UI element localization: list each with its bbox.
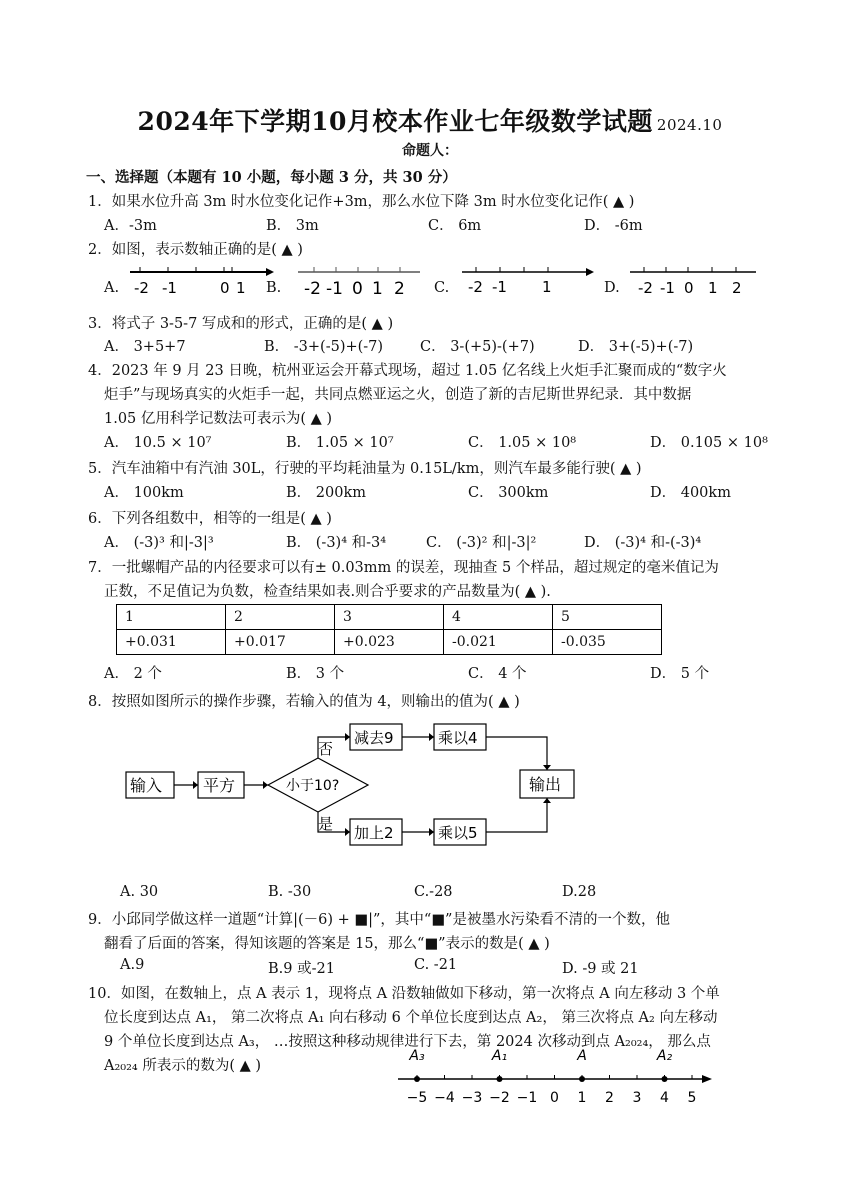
q10-line3: 9 个单位长度到达点 A₃， …按照这种移动规律进行下去，第 2024 次移动到点 A₂₀₂₄， 那么点 [104, 1034, 711, 1050]
table-row [117, 605, 662, 630]
number-line-tick-label: −2 [489, 1090, 510, 1106]
q3-option-d[interactable]: D． 3+(-5)+(-7) [578, 339, 694, 355]
flow-input-label: 输入 [130, 776, 163, 795]
flow-no-label: 否 [318, 740, 334, 758]
q3-option-a[interactable]: A． 3+5+7 [104, 339, 186, 355]
q4-line1: 4．2023 年 9 月 23 日晚，杭州亚运会开幕式现场，超过 1.05 亿名线上火炬手汇聚而成的“数字火 [88, 363, 727, 379]
q3-option-c[interactable]: C． 3-(+5)-(+7) [420, 339, 535, 355]
q2-axis-d-tick-label: 2 [732, 279, 742, 297]
number-line-tick-label: −3 [461, 1090, 483, 1106]
number-line-tick-label: 5 [687, 1090, 697, 1106]
q9-option-a[interactable]: A.9 [120, 957, 145, 973]
q7-line2: 正数，不足值记为负数，检查结果如表.则合乎要求的产品数量为( ▲ ). [104, 584, 551, 600]
number-line-tick-label: 1 [577, 1090, 587, 1106]
table-cell: 2 [226, 605, 335, 630]
table-cell: +0.031 [117, 630, 226, 655]
number-line-point [579, 1076, 585, 1082]
q8-option-c[interactable]: C.-28 [414, 884, 453, 900]
q2-axis-c [460, 262, 600, 302]
number-line-point [497, 1076, 503, 1082]
q7-option-b[interactable]: B． 3 个 [286, 666, 345, 682]
q2-axis-a-tick-label: -2 [134, 279, 149, 297]
q5-text: 5．汽车油箱中有汽油 30L，行驶的平均耗油量为 0.15L/km，则汽车最多能行驶( ▲ ) [88, 461, 642, 477]
q6-option-d[interactable]: D． (-3)⁴ 和-(-3)⁴ [584, 535, 702, 551]
page-title [0, 102, 860, 138]
q10-number-line [390, 1046, 720, 1108]
flow-multiply5-label: 乘以5 [438, 824, 478, 842]
number-line-point-label: A [577, 1048, 587, 1064]
q8-flowchart [110, 712, 600, 862]
flow-condition-label: 小于10? [286, 778, 340, 794]
q2-axis-b-tick-label: 1 [372, 279, 383, 299]
q5-option-c[interactable]: C． 300km [468, 485, 549, 501]
number-line-point-label: A₁ [491, 1048, 508, 1064]
q2-axis-b-tick-label: -2 [304, 279, 321, 299]
q4-option-a[interactable]: A． 10.5 × 10⁷ [104, 435, 212, 451]
q4-option-c[interactable]: C． 1.05 × 10⁸ [468, 435, 577, 451]
q2-axis-a-tick-label: 1 [236, 279, 246, 297]
flow-output-label: 输出 [529, 775, 562, 794]
q9-line2: 翻看了后面的答案，得知该题的答案是 15，那么“■”表示的数是( ▲ ) [104, 936, 550, 952]
table-cell: -0.035 [553, 630, 662, 655]
q2-axis-d [628, 262, 768, 302]
q9-option-c[interactable]: C. -21 [414, 957, 458, 973]
q2-axis-b-tick-label: 2 [394, 279, 405, 299]
q1-option-d[interactable]: D． -6m [584, 218, 643, 234]
number-line-tick-label: 2 [605, 1090, 614, 1106]
q8-text: 8．按照如图所示的操作步骤，若输入的值为 4，则输出的值为( ▲ ) [88, 694, 520, 710]
title-text: 2024年下学期10月校本作业七年级数学试题 [137, 107, 653, 136]
q2-axis-a-tick-label: -1 [162, 279, 177, 297]
q8-option-b[interactable]: B. -30 [268, 884, 312, 900]
table-cell: 4 [444, 605, 553, 630]
flow-square-label: 平方 [203, 776, 236, 795]
section-heading: 一、选择题（本题有 10 小题，每小题 3 分，共 30 分） [86, 169, 457, 186]
q10-line1: 10．如图，在数轴上，点 A 表示 1，现将点 A 沿数轴做如下移动，第一次将点 A 向左移动 3 个单 [88, 986, 720, 1002]
q2-option-b[interactable]: B. [266, 280, 282, 296]
table-row [117, 630, 662, 655]
q1-option-c[interactable]: C． 6m [428, 218, 482, 234]
number-line-tick-label: −4 [434, 1090, 455, 1106]
q2-text: 2．如图，表示数轴正确的是( ▲ ) [88, 242, 303, 258]
number-line-point-label: A₂ [656, 1048, 673, 1064]
q2-axis-d-tick-label: -1 [660, 279, 675, 297]
q1-option-b[interactable]: B． 3m [266, 218, 319, 234]
q4-option-b[interactable]: B． 1.05 × 10⁷ [286, 435, 394, 451]
q2-axis-b [296, 262, 426, 302]
q2-axis-b-tick-label: -1 [326, 279, 343, 299]
q6-option-c[interactable]: C． (-3)² 和|-3|² [426, 535, 537, 551]
q8-option-d[interactable]: D.28 [562, 884, 597, 900]
q5-option-b[interactable]: B． 200km [286, 485, 366, 501]
q2-option-d: D. [604, 280, 620, 296]
q2-axis-b-tick-label: 0 [352, 279, 363, 299]
flow-yes-label: 是 [318, 815, 334, 833]
number-line-tick-label: 4 [660, 1090, 669, 1106]
q3-option-b[interactable]: B． -3+(-5)+(-7) [264, 339, 384, 355]
q2-option-a[interactable]: A. [104, 280, 120, 296]
q9-option-b[interactable]: B.9 或-21 [268, 961, 335, 977]
number-line-point [414, 1076, 420, 1082]
q2-axis-d-tick-label: 0 [684, 279, 694, 297]
q2-axis-a [126, 262, 276, 302]
q9-option-d[interactable]: D. -9 或 21 [562, 961, 639, 977]
q3-text: 3．将式子 3-5-7 写成和的形式，正确的是( ▲ ) [88, 316, 394, 332]
q4-line2: 炬手”与现场真实的火炬手一起，共同点燃亚运之火，创造了新的吉尼斯世界纪录．其中数据 [104, 387, 692, 403]
q7-option-c[interactable]: C． 4 个 [468, 666, 527, 682]
flow-add-label: 加上2 [354, 824, 394, 842]
number-line-tick-label: −1 [516, 1090, 538, 1106]
flow-multiply4-label: 乘以4 [438, 729, 478, 747]
q4-line3: 1.05 亿用科学记数法可表示为( ▲ ) [104, 411, 333, 427]
q4-option-d[interactable]: D． 0.105 × 10⁸ [650, 435, 768, 451]
number-line-tick-label: 3 [632, 1090, 642, 1106]
q6-option-b[interactable]: B． (-3)⁴ 和-3⁴ [286, 535, 387, 551]
q10-line4: A₂₀₂₄ 所表示的数为( ▲ ) [104, 1058, 262, 1074]
q2-axis-d-tick-label: -2 [638, 279, 653, 297]
q7-option-a[interactable]: A． 2 个 [104, 666, 162, 682]
q7-line1: 7．一批螺帽产品的内径要求可以有± 0.03mm 的误差，现抽查 5 个样品，超过规定的毫米值记为 [88, 560, 719, 576]
table-cell: -0.021 [444, 630, 553, 655]
title-date: 2024.10 [656, 116, 723, 134]
q9-line1: 9．小邱同学做这样一道题“计算|(－6) + ■|”，其中“■”是被墨水污染看不清的一个数，他 [88, 912, 670, 928]
q6-option-a[interactable]: A． (-3)³ 和|-3|³ [104, 535, 214, 551]
q2-axis-a-tick-label: 0 [220, 279, 230, 297]
table-cell: 3 [335, 605, 444, 630]
q2-axis-c-tick-label: 1 [542, 278, 552, 296]
q1-option-a[interactable]: A．-3m [104, 218, 157, 234]
q2-axis-c-tick-label: -2 [468, 278, 483, 296]
author-label: 命题人： [402, 143, 458, 159]
q1-text: 1．如果水位升高 3m 时水位变化记作+3m，那么水位下降 3m 时水位变化记作( ▲ ) [88, 194, 635, 210]
flow-subtract-label: 减去9 [354, 729, 394, 747]
q2-option-c[interactable]: C. [434, 280, 450, 296]
number-line-point-label: A₃ [409, 1048, 425, 1064]
number-line-tick-label: −5 [406, 1090, 428, 1106]
q2-axis-c-tick-label: -1 [492, 278, 507, 296]
number-line-point [662, 1076, 668, 1082]
number-line-tick-label: 0 [550, 1090, 559, 1106]
q8-option-a[interactable]: A. 30 [120, 884, 159, 900]
table-cell: +0.017 [226, 630, 335, 655]
q2-axis-d-tick-label: 1 [708, 279, 718, 297]
q7-option-d[interactable]: D． 5 个 [650, 666, 710, 682]
table-cell: +0.023 [335, 630, 444, 655]
q6-text: 6．下列各组数中，相等的一组是( ▲ ) [88, 511, 332, 527]
q7-table [116, 604, 662, 655]
q5-option-d[interactable]: D． 400km [650, 485, 731, 501]
q5-option-a[interactable]: A． 100km [104, 485, 184, 501]
table-cell: 1 [117, 605, 226, 630]
q10-line2: 位长度到达点 A₁， 第二次将点 A₁ 向右移动 6 个单位长度到达点 A₂， 第三次将点 A₂ 向左移动 [104, 1010, 718, 1026]
table-cell: 5 [553, 605, 662, 630]
